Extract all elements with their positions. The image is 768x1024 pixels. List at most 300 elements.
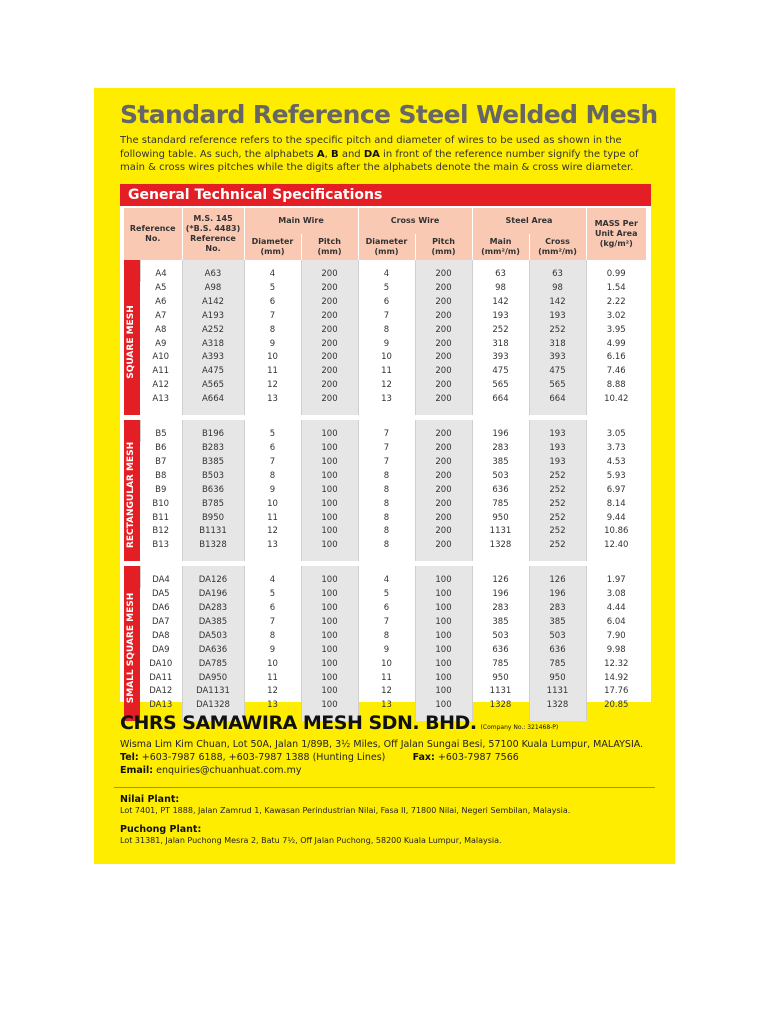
table-cell: DA13 (149, 700, 173, 711)
table-cell: 5 (358, 588, 415, 602)
spacer-cell (472, 407, 529, 415)
table-cell: 1328 (472, 699, 529, 713)
table-cell: DA1131 (182, 685, 244, 699)
table-cell: 1131 (529, 685, 586, 699)
header-label: Diameter (251, 237, 294, 246)
table-cell: A8 (155, 324, 167, 335)
table-cell: 3.02 (586, 310, 646, 324)
table-cell: 193 (529, 310, 586, 324)
table-row (124, 539, 646, 553)
table-row (124, 351, 646, 365)
table-cell: 11 (244, 365, 301, 379)
table-cell: 7 (358, 428, 415, 442)
spacer-cell (140, 260, 182, 268)
table-cell: B1131 (182, 525, 244, 539)
table-cell: 100 (301, 498, 358, 512)
table-cell: 5 (244, 588, 301, 602)
table-cell: 200 (301, 393, 358, 407)
spacer-cell (586, 420, 646, 428)
table-cell: DA636 (182, 644, 244, 658)
table-cell: 100 (301, 539, 358, 553)
table-cell: 6.97 (586, 484, 646, 498)
table-cell: 98 (472, 282, 529, 296)
table-cell: 12 (244, 525, 301, 539)
table-cell: 200 (301, 379, 358, 393)
fax-label: Fax: (412, 752, 435, 763)
table-cell: B13 (152, 540, 170, 551)
table-cell: 200 (415, 268, 472, 282)
table-cell: 200 (301, 268, 358, 282)
table-cell: 8 (358, 525, 415, 539)
header-cross-diameter (358, 234, 415, 260)
header-reference: Reference No. (124, 208, 182, 260)
table-cell: 193 (529, 428, 586, 442)
table-cell: 196 (472, 588, 529, 602)
header-unit: (mm) (431, 247, 456, 256)
table-cell: A664 (182, 393, 244, 407)
table-cell: A13 (152, 394, 170, 405)
table-cell: 12 (358, 685, 415, 699)
table-cell: 10.86 (586, 525, 646, 539)
table-cell: 100 (301, 699, 358, 713)
table-cell: 283 (472, 442, 529, 456)
table-cell: 252 (529, 484, 586, 498)
spacer-cell (140, 553, 182, 561)
plant-puchong (120, 824, 502, 846)
table-cell: 8 (358, 539, 415, 553)
table-cell: 100 (301, 685, 358, 699)
table-cell: 200 (415, 428, 472, 442)
table-cell: 4.44 (586, 602, 646, 616)
plant-address: Lot 31381, Jalan Puchong Mesra 2, Batu 7½, Off Jalan Puchong, 58200 Kuala Lumpur, Malaysia. (120, 836, 502, 845)
table-cell: 785 (472, 498, 529, 512)
table-cell: 385 (529, 616, 586, 630)
intro-part: in front of the reference number signify the type of main & cross wires pitches while the digits after the alphabets denote the main & cross wire diameter. (120, 148, 639, 173)
header-ms145: M.S. 145 (*B.S. 4483) Reference No. (182, 208, 244, 260)
header-main-wire: Main Wire (244, 208, 358, 234)
table-cell: 8 (358, 630, 415, 644)
header-label: Diameter (365, 237, 408, 246)
table-cell: 10 (244, 658, 301, 672)
table-cell: 1.97 (586, 574, 646, 588)
table-cell: 200 (301, 351, 358, 365)
header-steel-area: Steel Area (472, 208, 586, 234)
table-row (124, 685, 646, 699)
table-cell: 100 (415, 685, 472, 699)
table-cell: 8.88 (586, 379, 646, 393)
table-cell: 4 (358, 268, 415, 282)
table-cell: 393 (529, 351, 586, 365)
fax-number: +603-7987 7566 (437, 752, 519, 763)
table-cell: 252 (529, 324, 586, 338)
table-cell: 283 (529, 602, 586, 616)
table-cell: 11 (358, 365, 415, 379)
company-phone-fax (120, 751, 643, 764)
table-cell: 5.93 (586, 470, 646, 484)
table-cell: 100 (301, 456, 358, 470)
specifications-card (120, 184, 651, 711)
table-cell: 318 (472, 338, 529, 352)
table-cell: 14.92 (586, 672, 646, 686)
table-cell: A6 (155, 296, 167, 307)
table-cell: DA12 (149, 686, 173, 697)
plant-nilai (120, 794, 570, 816)
table-row (124, 268, 646, 282)
table-cell: 100 (301, 588, 358, 602)
table-cell: 503 (472, 470, 529, 484)
intro-part: , (324, 148, 332, 160)
spacer-cell (586, 713, 646, 721)
table-cell: 200 (415, 539, 472, 553)
table-cell: B7 (155, 456, 167, 467)
plant-name: Nilai Plant: (120, 794, 180, 805)
table-cell: B950 (182, 512, 244, 526)
table-cell: 3.08 (586, 588, 646, 602)
email-link[interactable]: enquiries@chuanhuat.com.my (156, 765, 302, 776)
table-cell: 200 (301, 296, 358, 310)
table-cell: 8 (358, 470, 415, 484)
table-cell: 664 (529, 393, 586, 407)
table-cell: 200 (415, 484, 472, 498)
table-cell: 100 (415, 644, 472, 658)
plant-address: Lot 7401, PT 1888, Jalan Zamrud 1, Kawasan Perindustrian Nilai, Fasa II, 71800 Nilai, Negeri Sembilan, Malaysia. (120, 806, 571, 815)
table-cell: 9.98 (586, 644, 646, 658)
table-cell: 200 (415, 310, 472, 324)
table-cell: B283 (182, 442, 244, 456)
table-cell: DA4 (140, 574, 182, 588)
table-cell: A98 (182, 282, 244, 296)
table-cell: 100 (415, 574, 472, 588)
spacer-cell (182, 553, 244, 561)
spacer-cell (182, 566, 244, 574)
header-unit: (mm) (260, 247, 285, 256)
table-cell: 100 (301, 630, 358, 644)
spacer-cell (301, 407, 358, 415)
table-cell: 100 (415, 630, 472, 644)
table-cell: 200 (415, 296, 472, 310)
table-cell: A5 (155, 282, 167, 293)
table-cell: 636 (472, 484, 529, 498)
intro-part: The standard reference refers to the specific pitch and diameter of wires to be used as shown in the following table. As such, the alphabets (120, 135, 622, 160)
table-cell: A318 (182, 338, 244, 352)
table-cell: 200 (415, 282, 472, 296)
table-cell: 785 (472, 658, 529, 672)
table-cell: DA283 (182, 602, 244, 616)
header-mass (586, 208, 646, 260)
table-cell: 200 (301, 282, 358, 296)
table-cell: 100 (415, 699, 472, 713)
company-name (120, 712, 558, 734)
table-cell: 252 (529, 539, 586, 553)
spacer-cell (415, 566, 472, 574)
table-row (124, 525, 646, 539)
header-unit: (mm²/m) (538, 247, 577, 256)
table-cell: 12 (244, 685, 301, 699)
table-row (124, 644, 646, 658)
table-cell: B785 (182, 498, 244, 512)
table-cell: DA126 (182, 574, 244, 588)
table-cell: 318 (529, 338, 586, 352)
table-row (124, 393, 646, 407)
group-label-cap (124, 566, 140, 574)
table-cell: 100 (415, 602, 472, 616)
table-cell: 565 (472, 379, 529, 393)
table-cell: 0.99 (586, 268, 646, 282)
spacer-cell (529, 566, 586, 574)
spacer-cell (586, 260, 646, 268)
spacer-cell (529, 407, 586, 415)
table-cell: 4 (244, 574, 301, 588)
table-cell: 13 (358, 393, 415, 407)
table-row (124, 470, 646, 484)
header-label: Pitch (318, 237, 341, 246)
table-cell: DA5 (151, 589, 170, 600)
tel-label: Tel: (120, 752, 139, 763)
table-cell: 950 (472, 672, 529, 686)
specifications-body (124, 260, 646, 721)
table-cell: 200 (415, 393, 472, 407)
table-cell: 503 (529, 630, 586, 644)
group-label-text: SMALL SQUARE MESH (125, 592, 136, 703)
table-cell: 10 (244, 351, 301, 365)
table-cell: 8 (358, 324, 415, 338)
table-cell: 100 (415, 658, 472, 672)
group-label-cap (124, 260, 140, 268)
table-cell: A10 (152, 352, 170, 363)
table-cell: DA196 (182, 588, 244, 602)
table-cell: DA503 (182, 630, 244, 644)
table-cell: B12 (152, 526, 170, 537)
table-cell: 8 (358, 498, 415, 512)
table-cell: 3.05 (586, 428, 646, 442)
table-cell: 196 (472, 428, 529, 442)
table-cell: 565 (529, 379, 586, 393)
table-cell: 785 (529, 658, 586, 672)
table-cell: 9.44 (586, 512, 646, 526)
table-cell: 636 (529, 644, 586, 658)
table-cell: B503 (182, 470, 244, 484)
table-cell: 4 (358, 574, 415, 588)
table-row (124, 672, 646, 686)
table-row (124, 630, 646, 644)
table-cell: 385 (472, 456, 529, 470)
table-cell: 100 (301, 428, 358, 442)
table-row (124, 602, 646, 616)
table-cell: 2.22 (586, 296, 646, 310)
table-cell: 6 (358, 296, 415, 310)
table-cell: DA785 (182, 658, 244, 672)
table-cell: 20.85 (586, 699, 646, 713)
table-row (124, 484, 646, 498)
group-label-text: RECTANGULAR MESH (125, 441, 136, 548)
table-cell: 100 (301, 602, 358, 616)
table-cell: 100 (301, 442, 358, 456)
table-cell: B10 (152, 498, 170, 509)
table-cell: 193 (529, 442, 586, 456)
table-cell: 664 (472, 393, 529, 407)
table-row (124, 379, 646, 393)
group-label (124, 428, 140, 561)
table-cell: 63 (472, 268, 529, 282)
spacer-cell (358, 260, 415, 268)
tel-number: +603-7987 6188, +603-7987 1388 (Hunting Lines) (141, 752, 386, 763)
table-row (124, 428, 646, 442)
table-cell: 252 (529, 525, 586, 539)
table-row (124, 365, 646, 379)
table-cell: A4 (140, 268, 182, 282)
table-cell: B385 (182, 456, 244, 470)
spacer-cell (244, 420, 301, 428)
table-cell: 3.95 (586, 324, 646, 338)
table-cell: 11 (358, 672, 415, 686)
table-cell: B196 (182, 428, 244, 442)
table-cell: 12 (244, 379, 301, 393)
table-row (124, 338, 646, 352)
table-cell: B5 (140, 428, 182, 442)
table-cell: 5 (244, 428, 301, 442)
spacer-cell (358, 566, 415, 574)
table-cell: 283 (472, 602, 529, 616)
table-cell: 7 (358, 456, 415, 470)
header-label: Pitch (432, 237, 455, 246)
table-cell: 12.32 (586, 658, 646, 672)
company-name-text: CHRS SAMAWIRA MESH SDN. BHD. (120, 712, 477, 734)
table-cell: 1328 (472, 539, 529, 553)
table-cell: DA8 (151, 630, 170, 641)
table-cell: 7 (244, 310, 301, 324)
spacer-cell (358, 407, 415, 415)
spacer-cell (529, 553, 586, 561)
header-unit: (mm²/m) (481, 247, 520, 256)
table-cell: 11 (244, 672, 301, 686)
header-mass-label: MASS Per Unit Area (594, 219, 638, 238)
table-cell: 393 (472, 351, 529, 365)
spacer-cell (244, 566, 301, 574)
spacer-cell (301, 553, 358, 561)
table-cell: 100 (415, 672, 472, 686)
spacer-cell (244, 260, 301, 268)
company-address: Wisma Lim Kim Chuan, Lot 50A, Jalan 1/89B, 3½ Miles, Off Jalan Sungai Besi, 57100 Kuala Lumpur, MALAYSIA. (120, 739, 644, 750)
table-cell: 193 (472, 310, 529, 324)
spacer-cell (301, 260, 358, 268)
spacer-cell (140, 407, 182, 415)
table-cell: 1.54 (586, 282, 646, 296)
header-cross-wire: Cross Wire (358, 208, 472, 234)
table-cell: 7.46 (586, 365, 646, 379)
table-cell: 6.04 (586, 616, 646, 630)
table-row (124, 296, 646, 310)
spacer-cell (586, 407, 646, 415)
table-row (124, 588, 646, 602)
intro-letter-a: A (316, 148, 325, 160)
table-cell: A9 (155, 338, 167, 349)
table-row (124, 658, 646, 672)
table-cell: 142 (529, 296, 586, 310)
specifications-table (124, 208, 646, 721)
spacer-cell (586, 566, 646, 574)
table-cell: 503 (472, 630, 529, 644)
table-cell: 5 (358, 282, 415, 296)
table-cell: 100 (301, 658, 358, 672)
spacer-cell (358, 420, 415, 428)
table-cell: 142 (472, 296, 529, 310)
email-label: Email: (120, 765, 154, 776)
table-cell: 200 (415, 324, 472, 338)
table-cell: 100 (301, 616, 358, 630)
header-mass-unit: (kg/m²) (599, 239, 633, 248)
table-cell: 8.14 (586, 498, 646, 512)
header-unit: (mm) (317, 247, 342, 256)
table-cell: A12 (152, 380, 170, 391)
table-cell: 9 (358, 338, 415, 352)
table-cell: 252 (472, 324, 529, 338)
table-cell: 7 (358, 616, 415, 630)
spacer-cell (301, 420, 358, 428)
company-email (120, 764, 643, 777)
table-cell: 7 (358, 442, 415, 456)
table-cell: 950 (472, 512, 529, 526)
table-cell: 5 (244, 282, 301, 296)
intro-part: and (338, 148, 364, 160)
table-cell: DA950 (182, 672, 244, 686)
table-cell: A142 (182, 296, 244, 310)
table-cell: 200 (415, 498, 472, 512)
table-cell: 100 (301, 484, 358, 498)
table-cell: 8 (358, 512, 415, 526)
table-row (124, 456, 646, 470)
table-cell: 100 (415, 588, 472, 602)
table-cell: A565 (182, 379, 244, 393)
table-cell: 1131 (472, 525, 529, 539)
table-cell: 200 (415, 338, 472, 352)
table-row (124, 442, 646, 456)
table-cell: 475 (472, 365, 529, 379)
table-cell: 9 (358, 644, 415, 658)
table-cell: A7 (155, 310, 167, 321)
intro-text (120, 134, 655, 175)
table-cell: 196 (529, 588, 586, 602)
spacer-cell (472, 260, 529, 268)
table-cell: 9 (244, 484, 301, 498)
table-cell: 6 (244, 602, 301, 616)
table-cell: 7.90 (586, 630, 646, 644)
table-row (124, 616, 646, 630)
spacer-cell (244, 553, 301, 561)
group-label-cap (124, 420, 140, 428)
table-cell: 7 (358, 310, 415, 324)
section-title: General Technical Specifications (120, 184, 651, 206)
table-cell: 8 (244, 630, 301, 644)
table-cell: B8 (155, 470, 167, 481)
group-label (124, 268, 140, 415)
spacer-cell (415, 260, 472, 268)
table-cell: 100 (301, 644, 358, 658)
table-cell: 13 (358, 699, 415, 713)
intro-letters-da: DA (363, 148, 380, 160)
table-cell: 10 (358, 351, 415, 365)
table-cell: 3.73 (586, 442, 646, 456)
table-cell: 200 (301, 365, 358, 379)
table-cell: 8 (244, 470, 301, 484)
group-label (124, 574, 140, 721)
spacer-cell (529, 420, 586, 428)
header-steel-cross (529, 234, 586, 260)
spacer-cell (358, 553, 415, 561)
table-cell: 7 (244, 616, 301, 630)
table-cell: DA1328 (182, 699, 244, 713)
spacer-cell (529, 260, 586, 268)
table-cell: 126 (529, 574, 586, 588)
